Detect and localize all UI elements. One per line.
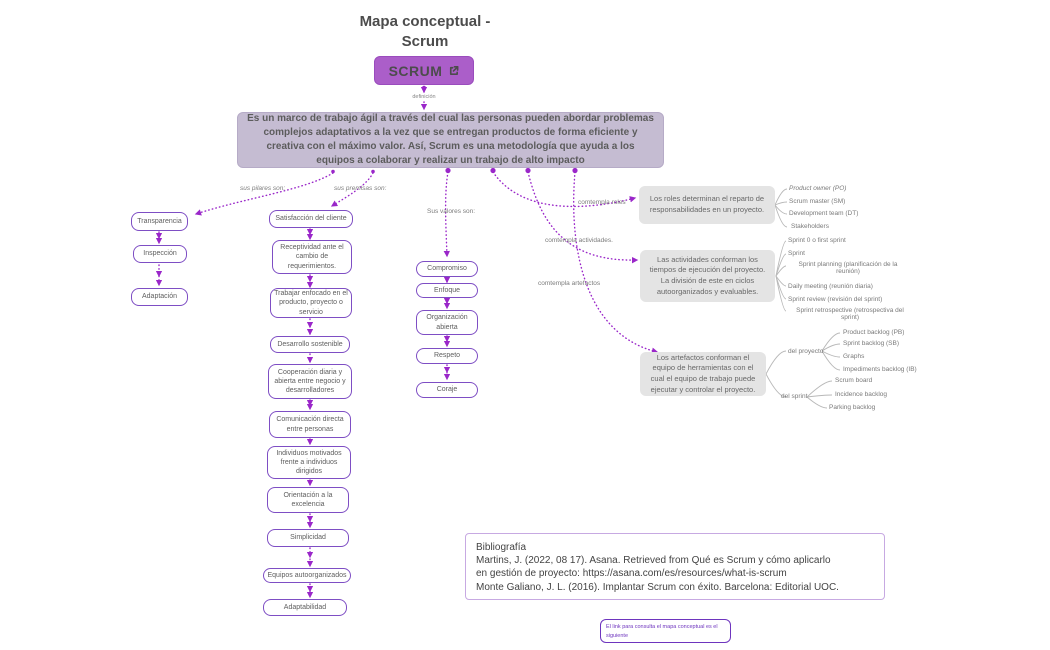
scrum-root-button[interactable] <box>374 56 474 85</box>
premise-node: Simplicidad <box>267 529 349 547</box>
value-node: Enfoque <box>416 283 478 298</box>
activities-summary-box: Las actividades conforman los tiempos de ejecución del proyecto. La división de este en ciclos autoorganizados y evaluables. <box>640 250 775 302</box>
activity-leaf: Sprint 0 o first sprint <box>788 237 846 244</box>
definition-node: Es un marco de trabajo ágil a través del cual las personas pueden abordar problemas complejos adaptativos a la vez que se entregan productos de forma eficiente y creativa con el máximo valor. Así, Scrum es una metodología que ayuda a los equipos a colaborar y realizar un trabajo de alto impacto <box>237 112 664 168</box>
bibliography-box <box>465 533 885 600</box>
value-node: Coraje <box>416 382 478 398</box>
role-leaf: Stakeholders <box>791 223 829 230</box>
artifact-leaf: Product backlog (PB) <box>843 329 905 336</box>
activity-leaf: Sprint <box>788 250 805 257</box>
pillar-node: Transparencia <box>131 212 188 231</box>
page-title: Mapa conceptual - Scrum <box>359 13 491 51</box>
artifact-leaf: Impediments backlog (IB) <box>843 366 917 373</box>
bibliography-line: en gestión de proyecto: https://asana.com/es/resources/what-is-scrum <box>476 568 787 580</box>
pillar-node: Inspección <box>133 245 187 263</box>
premise-node: Orientación a la excelencia <box>267 487 349 513</box>
edge-label-roles: comtempla roles <box>578 199 626 206</box>
role-leaf: Scrum master (SM) <box>789 198 846 205</box>
premise-node: Cooperación diaria y abierta entre negocio y desarrolladores <box>268 364 352 399</box>
role-leaf: Product owner (PO) <box>789 185 847 192</box>
premise-node: Desarrollo sostenible <box>270 336 350 353</box>
artifact-leaf: Sprint backlog (SB) <box>843 340 899 347</box>
value-node: Compromiso <box>416 261 478 277</box>
artifact-group-project-label: del proyecto <box>788 348 824 355</box>
premise-node: Adaptabilidad <box>263 599 347 616</box>
premise-node: Comunicación directa entre personas <box>269 411 351 438</box>
activity-leaf: Sprint retrospective (retrospectiva del sprint) <box>796 307 904 321</box>
artifact-leaf: Incidence backlog <box>835 391 888 398</box>
artifact-leaf: Graphs <box>843 353 865 360</box>
bibliography-line: Martins, J. (2022, 08 17). Asana. Retrieved from Qué es Scrum y cómo aplicarlo <box>476 555 831 567</box>
edge-label-definition: definición <box>412 94 436 100</box>
artifact-leaf: Parking backlog <box>829 404 876 411</box>
role-leaf: Development team (DT) <box>789 210 859 217</box>
premise-node: Satisfacción del cliente <box>269 210 353 228</box>
artifact-group-sprint-label: del sprint <box>781 393 808 400</box>
activity-leaf: Sprint review (revisión del sprint) <box>788 296 883 303</box>
edge-label-artifacts: comtempla artefactos <box>538 280 601 287</box>
premise-node: Equipos autoorganizados <box>263 568 351 583</box>
premise-node: Receptividad ante el cambio de requerimientos. <box>272 240 352 274</box>
premise-node: Trabajar enfocado en el producto, proyecto o servicio <box>270 288 352 318</box>
bibliography-heading: Bibliografía <box>476 542 527 553</box>
external-link-icon <box>448 65 459 76</box>
bibliography-line: Monte Galiano, J. L. (2016). Implantar Scrum con éxito. Barcelona: Editorial UOC. <box>476 581 839 593</box>
activity-leaf: Sprint planning (planificación de la reunión) <box>798 261 898 275</box>
map-link-note: El link para consulta el mapa conceptual es el siguiente <box>600 619 731 643</box>
roles-summary-box: Los roles determinan el reparto de responsabilidades en un proyecto. <box>639 186 775 224</box>
edge-label-premises: sus premisas son: <box>334 185 387 192</box>
value-node: Respeto <box>416 348 478 364</box>
edge-label-activities: comtempla actividades. <box>545 237 613 244</box>
value-node: Organización abierta <box>416 310 478 335</box>
edge-label-values: Sus valores son: <box>427 208 476 215</box>
pillar-node: Adaptación <box>131 288 188 306</box>
edge-label-pillars: sus pilares son: <box>240 185 286 192</box>
scrum-root-label: SCRUM <box>388 62 443 79</box>
premise-node: Individuos motivados frente a individuos dirigidos <box>267 446 351 479</box>
artifact-leaf: Scrum board <box>835 377 873 384</box>
activity-leaf: Daily meeting (reunión diaria) <box>788 283 873 290</box>
artifacts-summary-box: Los artefactos conforman el equipo de herramientas con el cual el equipo de trabajo puede ejecutar y controlar el proyecto. <box>640 352 766 396</box>
